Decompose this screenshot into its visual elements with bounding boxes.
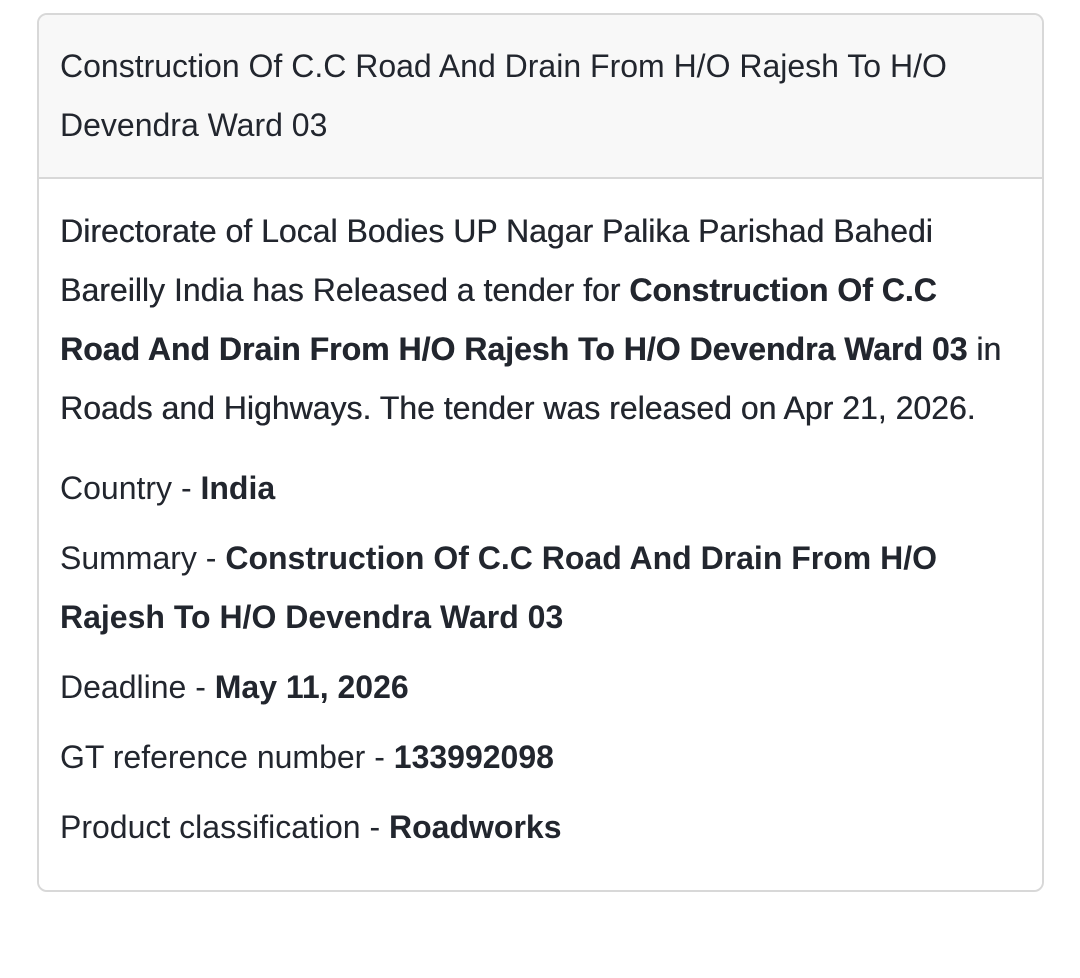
tender-card bbox=[37, 13, 1044, 892]
tender-description-part1: Directorate of Local Bodies UP Nagar Palika Parishad Bahedi Bareilly India has Released a tender for bbox=[60, 213, 933, 308]
gt-reference-value: 133992098 bbox=[393, 739, 554, 775]
field-row-deadline bbox=[60, 658, 1021, 717]
tender-title: Construction Of C.C Road And Drain From H/O Rajesh To H/O Devendra Ward 03 bbox=[60, 48, 947, 143]
summary-value: Construction Of C.C Road And Drain From H/O Rajesh To H/O Devendra Ward 03 bbox=[60, 540, 938, 635]
field-row-summary bbox=[60, 529, 1021, 647]
tender-card-header bbox=[39, 15, 1042, 179]
tender-card-body bbox=[39, 179, 1042, 890]
country-value: India bbox=[200, 470, 276, 506]
gt-reference-label: GT reference number - bbox=[60, 739, 394, 775]
tender-description bbox=[60, 202, 1021, 438]
country-label: Country - bbox=[60, 470, 201, 506]
field-row-product-classification bbox=[60, 798, 1021, 857]
summary-label: Summary - bbox=[60, 540, 226, 576]
product-classification-value: Roadworks bbox=[389, 809, 562, 845]
tender-description-highlight: Construction Of C.C Road And Drain From H/O Rajesh To H/O Devendra Ward 03 bbox=[60, 272, 968, 367]
product-classification-label: Product classification - bbox=[60, 809, 390, 845]
deadline-label: Deadline - bbox=[60, 669, 215, 705]
field-row-gt-reference bbox=[60, 728, 1021, 787]
field-row-country bbox=[60, 459, 1021, 518]
tender-description-part2: in Roads and Highways. The tender was released on Apr 21, 2026. bbox=[60, 331, 1002, 426]
deadline-value: May 11, 2026 bbox=[214, 669, 409, 705]
